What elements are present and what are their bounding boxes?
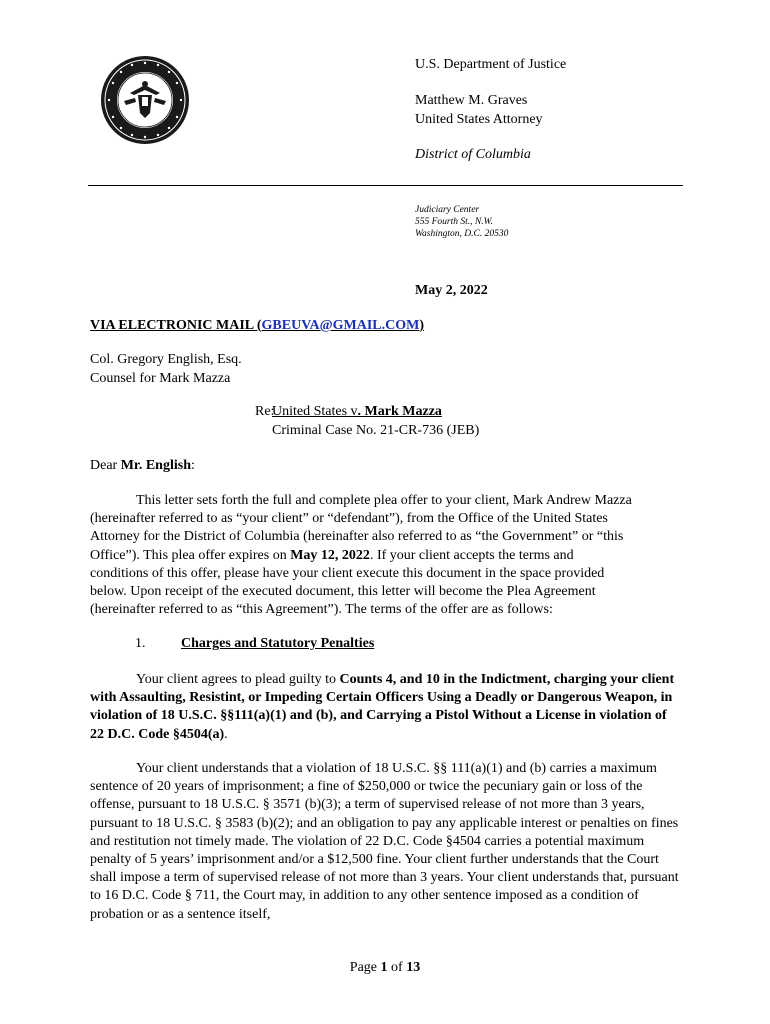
case-bold: . Mark Mazza [357, 404, 442, 419]
doj-seal-icon [100, 55, 190, 145]
department-name: U.S. Department of Justice [415, 57, 567, 72]
section-title: Charges and Statutory Penalties [181, 636, 375, 651]
address-line-3: Washington, D.C. 20530 [415, 229, 509, 239]
attorney-name: Matthew M. Graves [415, 93, 528, 108]
letterhead-divider [88, 185, 683, 186]
paragraph-plea: Your client agrees to plead guilty to Counts 4, and 10 in the Indictment, charging your client with Assaulting, Resistint, or Impeding Certain Officers Using a Deadly or Dangerous Weapon, in violation of 18 U.S.C. §§111(a)(1) and (b), and Carrying a Pistol Without a License in violation of 22 D.C. Code §4504(a). [90, 672, 675, 742]
recipient-name: Col. Gregory English, Esq. [90, 352, 242, 367]
paragraph-line: (hereinafter referred to as “your client” or “defendant”), from the Office of the United States [90, 511, 608, 527]
paragraph-line: (hereinafter referred to as “this Agreement”). The terms of the offer are as follows: [90, 602, 553, 618]
current-page: 1 [380, 960, 388, 975]
doj-seal [100, 55, 190, 145]
letter-date: May 2, 2022 [415, 283, 488, 298]
salutation [90, 458, 195, 474]
page-number: Page 1 of 13 [349, 960, 421, 975]
paragraph-line: Office”). This plea offer expires on May 12, 2022. If your client accepts the terms and [90, 547, 574, 563]
paragraph-line: Attorney for the District of Columbia (hereinafter also referred to as “the Government” or “this [90, 529, 624, 545]
paragraph-penalties: Your client understands that a violation of 18 U.S.C. §§ 111(a)(1) and (b) carries a maximum sentence of 20 years of imprisonment; a fine of $250,000 or twice the pecuniary gain or loss of the offense, pursuant to 18 U.S.C. § 3571 (b)(3); a term of supervised release of not more than 3 years, pursuant to 18 U.S.C. § 3583 (b)(2); and an obligation to pay any applicable interest or penalties on fines and restitution not timely made. The violation of 22 D.C. Code §4504 carries a potential maximum penalty of 5 years’ imprisonment and/or a $12,500 fine. Your client further understands that the Court shall impose a term of supervised release of not more than 3 years. Your client understands that, pursuant to 16 D.C. Code § 711, the Court may, in addition to any other sentence imposed as a condition of probation or as a sentence itself, [90, 761, 679, 922]
paragraph-line: conditions of this offer, please have your client execute this document in the space provided [90, 565, 605, 581]
case-number: Criminal Case No. 21-CR-736 (JEB) [272, 423, 480, 438]
expiry-date: May 12, 2022 [290, 547, 370, 563]
delivery-prefix: VIA ELECTRONIC MAIL ( [90, 318, 262, 333]
district-name: District of Columbia [415, 147, 531, 162]
delivery-method [90, 318, 424, 334]
salutation-suffix: : [190, 458, 195, 473]
paragraph-line: below. Upon receipt of the executed document, this letter will become the Plea Agreement [90, 584, 596, 600]
salutation-name: Mr. English [120, 458, 191, 473]
section-number: 1. [135, 636, 146, 651]
case-plain: United States v [272, 404, 358, 419]
recipient-role: Counsel for Mark Mazza [90, 371, 231, 386]
delivery-suffix: ) [419, 318, 425, 333]
address-line-2: 555 Fourth St., N.W. [415, 217, 494, 227]
attorney-title: United States Attorney [415, 112, 543, 127]
address-line-1: Judiciary Center [415, 205, 480, 215]
salutation-prefix: Dear [90, 458, 121, 473]
re-label: Re: [255, 404, 275, 419]
total-pages: 13 [406, 960, 421, 975]
plea-counts: Counts 4, and 10 in the Indictment, charging your client with Assaulting, Resistint, or Impeding Certain Officers Using a Deadly or Dangerous Weapon, in violation of 18 U.S.C. §§111(a)(1) and (b), and Carrying a Pistol Without a License in violation of 22 D.C. Code §4504(a) [90, 672, 675, 742]
case-caption [272, 404, 442, 420]
email-link[interactable]: GBEUVA@GMAIL.COM [261, 318, 420, 333]
paragraph-intro [90, 492, 682, 619]
paragraph-line: This letter sets forth the full and complete plea offer to your client, Mark Andrew Mazza [136, 493, 632, 508]
